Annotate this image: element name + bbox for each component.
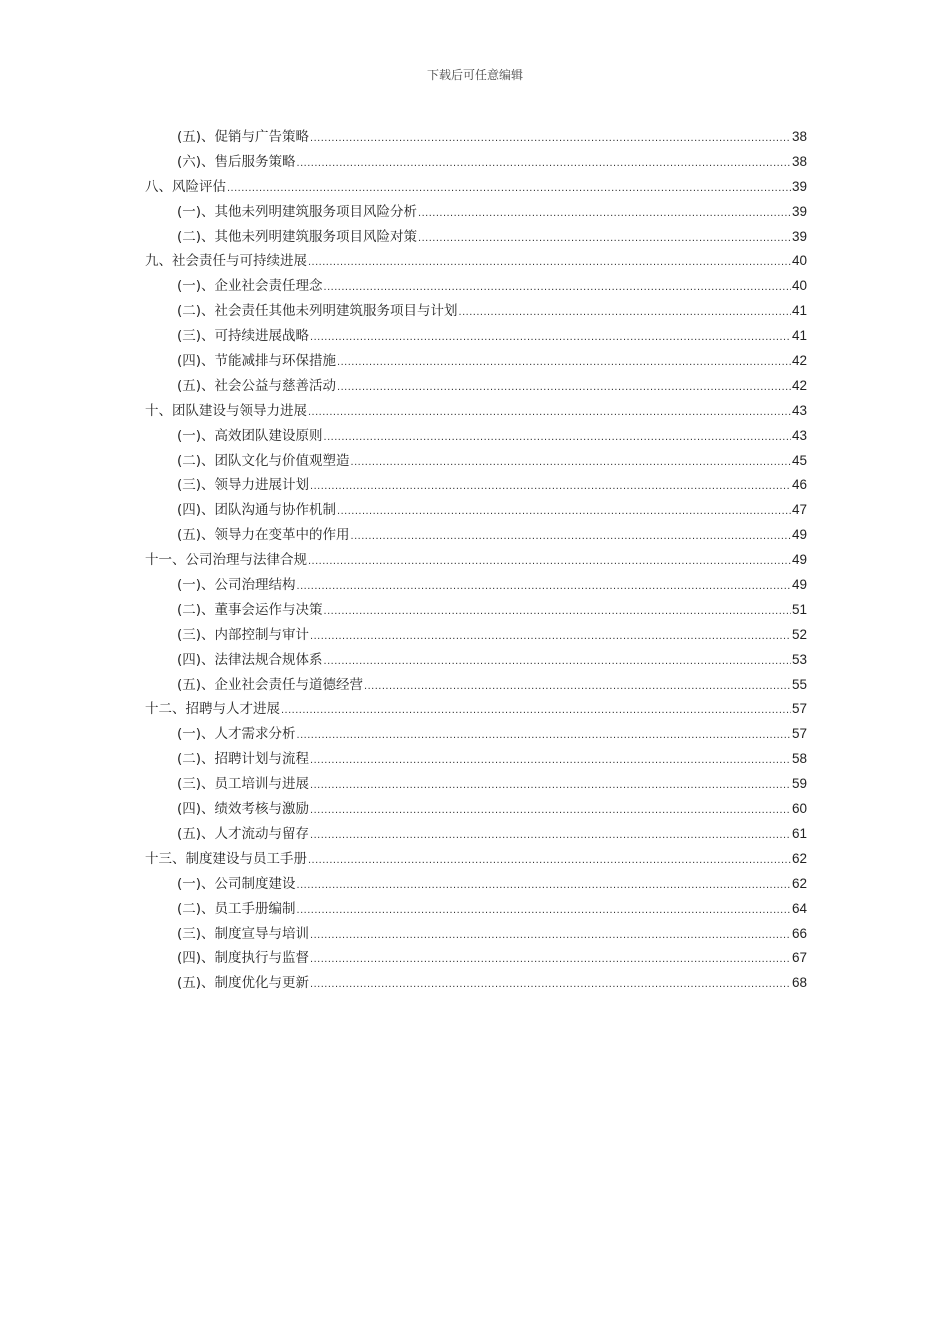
toc-entry-title: (一)、公司制度建设 — [177, 875, 296, 892]
toc-section-entry[interactable] — [145, 822, 807, 847]
toc-page-number: 47 — [791, 502, 807, 518]
toc-dot-leader — [310, 325, 791, 350]
toc-page-number: 58 — [791, 751, 807, 767]
toc-chapter-entry[interactable] — [145, 175, 807, 200]
toc-entry-title: (五)、人才流动与留存 — [177, 825, 310, 842]
toc-entry-title: (四)、法律法规合规体系 — [177, 651, 323, 668]
toc-page-number: 51 — [791, 601, 807, 617]
toc-page-number: 60 — [791, 801, 807, 817]
toc-entry-title: 九、社会责任与可持续进展 — [145, 253, 307, 270]
toc-section-entry[interactable] — [145, 473, 807, 498]
toc-entry-title: (五)、社会公益与慈善活动 — [177, 377, 337, 394]
toc-page-number: 40 — [791, 278, 807, 294]
toc-section-entry[interactable] — [145, 349, 807, 374]
toc-page-number: 55 — [791, 676, 807, 692]
toc-entry-title: (二)、招聘计划与流程 — [177, 751, 310, 768]
toc-dot-leader — [297, 898, 791, 923]
toc-dot-leader — [310, 474, 791, 499]
toc-page-number: 40 — [791, 253, 807, 269]
toc-section-entry[interactable] — [145, 225, 807, 250]
toc-page-number: 59 — [791, 776, 807, 792]
toc-page-number: 61 — [791, 825, 807, 841]
toc-dot-leader — [297, 873, 791, 898]
toc-dot-leader — [310, 823, 791, 848]
toc-dot-leader — [297, 151, 791, 176]
toc-section-entry[interactable] — [145, 872, 807, 897]
toc-section-entry[interactable] — [145, 449, 807, 474]
toc-entry-title: (四)、绩效考核与激励 — [177, 801, 310, 818]
toc-dot-leader — [324, 275, 791, 300]
toc-dot-leader — [310, 126, 791, 151]
toc-entry-title: 十三、制度建设与员工手册 — [145, 850, 307, 867]
toc-entry-title: 十二、招聘与人才进展 — [145, 701, 280, 718]
toc-page-number: 38 — [791, 129, 807, 144]
toc-page-number: 64 — [791, 900, 807, 916]
toc-page-number: 52 — [791, 626, 807, 642]
toc-entry-title: (一)、高效团队建设原则 — [177, 427, 323, 444]
toc-page-number: 57 — [791, 726, 807, 742]
toc-dot-leader — [324, 599, 791, 624]
toc-entry-title: (六)、售后服务策略 — [177, 153, 296, 170]
toc-section-entry[interactable] — [145, 274, 807, 299]
toc-page-number: 57 — [791, 701, 807, 717]
toc-page-number: 42 — [791, 377, 807, 393]
toc-page-number: 39 — [791, 228, 807, 244]
toc-section-entry[interactable] — [145, 324, 807, 349]
toc-section-entry[interactable] — [145, 125, 807, 150]
toc-page-number: 62 — [791, 875, 807, 891]
toc-dot-leader — [227, 176, 791, 201]
toc-entry-title: (三)、领导力进展计划 — [177, 477, 310, 494]
toc-entry-title: (二)、董事会运作与决策 — [177, 601, 323, 618]
toc-page-number: 43 — [791, 402, 807, 418]
toc-page-number: 49 — [791, 552, 807, 568]
toc-dot-leader — [337, 350, 791, 375]
toc-dot-leader — [459, 300, 791, 325]
toc-entry-title: (五)、企业社会责任与道德经营 — [177, 676, 364, 693]
toc-dot-leader — [324, 425, 791, 450]
toc-dot-leader — [308, 848, 791, 873]
toc-page-number: 41 — [791, 303, 807, 319]
table-of-contents — [145, 125, 807, 996]
toc-section-entry[interactable] — [145, 922, 807, 947]
toc-page-number: 53 — [791, 651, 807, 667]
toc-entry-title: (五)、促销与广告策略 — [177, 129, 310, 145]
toc-dot-leader — [310, 972, 791, 997]
toc-dot-leader — [364, 674, 791, 699]
toc-section-entry[interactable] — [145, 971, 807, 996]
toc-entry-title: (三)、内部控制与审计 — [177, 626, 310, 643]
toc-section-entry[interactable] — [145, 498, 807, 523]
toc-chapter-entry[interactable] — [145, 548, 807, 573]
toc-entry-title: (三)、可持续进展战略 — [177, 328, 310, 345]
toc-entry-title: (一)、人才需求分析 — [177, 726, 296, 743]
toc-section-entry[interactable] — [145, 598, 807, 623]
toc-section-entry[interactable] — [145, 299, 807, 324]
toc-section-entry[interactable] — [145, 200, 807, 225]
toc-entry-title: 十一、公司治理与法律合规 — [145, 552, 307, 569]
toc-entry-title: (二)、员工手册编制 — [177, 900, 296, 917]
toc-entry-title: (五)、领导力在变革中的作用 — [177, 527, 350, 544]
toc-dot-leader — [337, 375, 791, 400]
toc-dot-leader — [351, 524, 791, 549]
toc-section-entry[interactable] — [145, 722, 807, 747]
toc-page-number: 49 — [791, 577, 807, 593]
toc-dot-leader — [308, 549, 791, 574]
toc-entry-title: (四)、节能减排与环保措施 — [177, 353, 337, 370]
toc-entry-title: (三)、员工培训与进展 — [177, 776, 310, 793]
toc-section-entry[interactable] — [145, 424, 807, 449]
toc-entry-title: (一)、其他未列明建筑服务项目风险分析 — [177, 203, 418, 220]
toc-page-number: 39 — [791, 203, 807, 219]
toc-page-number: 38 — [791, 153, 807, 169]
toc-section-entry[interactable] — [145, 897, 807, 922]
toc-dot-leader — [308, 250, 791, 275]
toc-entry-title: 八、风险评估 — [145, 178, 226, 195]
toc-section-entry[interactable] — [145, 648, 807, 673]
toc-entry-title: (四)、制度执行与监督 — [177, 950, 310, 967]
toc-page-number: 67 — [791, 950, 807, 966]
toc-entry-title: 十、团队建设与领导力进展 — [145, 402, 307, 419]
toc-dot-leader — [297, 574, 791, 599]
toc-page-number: 41 — [791, 328, 807, 344]
toc-dot-leader — [324, 649, 791, 674]
toc-entry-title: (一)、企业社会责任理念 — [177, 278, 323, 295]
toc-dot-leader — [310, 923, 791, 948]
toc-entry-title: (二)、团队文化与价值观塑造 — [177, 452, 350, 469]
toc-entry-title: (五)、制度优化与更新 — [177, 975, 310, 992]
toc-entry-title: (二)、社会责任其他未列明建筑服务项目与计划 — [177, 303, 458, 320]
page-header: 下载后可任意编辑 — [426, 68, 523, 82]
toc-entry-title: (二)、其他未列明建筑服务项目风险对策 — [177, 228, 418, 245]
toc-dot-leader — [297, 723, 791, 748]
toc-entry-title: (四)、团队沟通与协作机制 — [177, 502, 337, 519]
toc-entry-title: (三)、制度宣导与培训 — [177, 925, 310, 942]
toc-dot-leader — [351, 450, 791, 475]
toc-section-entry[interactable] — [145, 747, 807, 772]
toc-dot-leader — [418, 226, 791, 251]
toc-section-entry[interactable] — [145, 673, 807, 698]
toc-section-entry[interactable] — [145, 772, 807, 797]
toc-section-entry[interactable] — [145, 797, 807, 822]
toc-page-number: 49 — [791, 527, 807, 543]
toc-section-entry[interactable] — [145, 573, 807, 598]
toc-page-number: 46 — [791, 477, 807, 493]
toc-section-entry[interactable] — [145, 946, 807, 971]
toc-dot-leader — [310, 624, 791, 649]
toc-chapter-entry[interactable] — [145, 847, 807, 872]
toc-page-number: 66 — [791, 925, 807, 941]
toc-section-entry[interactable] — [145, 374, 807, 399]
toc-page-number: 62 — [791, 850, 807, 866]
toc-dot-leader — [337, 499, 791, 524]
toc-page-number: 45 — [791, 452, 807, 468]
toc-dot-leader — [310, 748, 791, 773]
toc-section-entry[interactable] — [145, 150, 807, 175]
toc-dot-leader — [310, 773, 791, 798]
toc-page-number: 43 — [791, 427, 807, 443]
toc-chapter-entry[interactable] — [145, 697, 807, 722]
toc-dot-leader — [308, 400, 791, 425]
toc-dot-leader — [281, 698, 791, 723]
toc-chapter-entry[interactable] — [145, 399, 807, 424]
toc-page-number: 68 — [791, 975, 807, 991]
toc-dot-leader — [310, 947, 791, 972]
toc-section-entry[interactable] — [145, 523, 807, 548]
toc-dot-leader — [418, 201, 791, 226]
toc-dot-leader — [310, 798, 791, 823]
toc-page-number: 42 — [791, 353, 807, 369]
toc-entry-title: (一)、公司治理结构 — [177, 577, 296, 594]
toc-section-entry[interactable] — [145, 623, 807, 648]
toc-page-number: 39 — [791, 178, 807, 194]
toc-chapter-entry[interactable] — [145, 249, 807, 274]
